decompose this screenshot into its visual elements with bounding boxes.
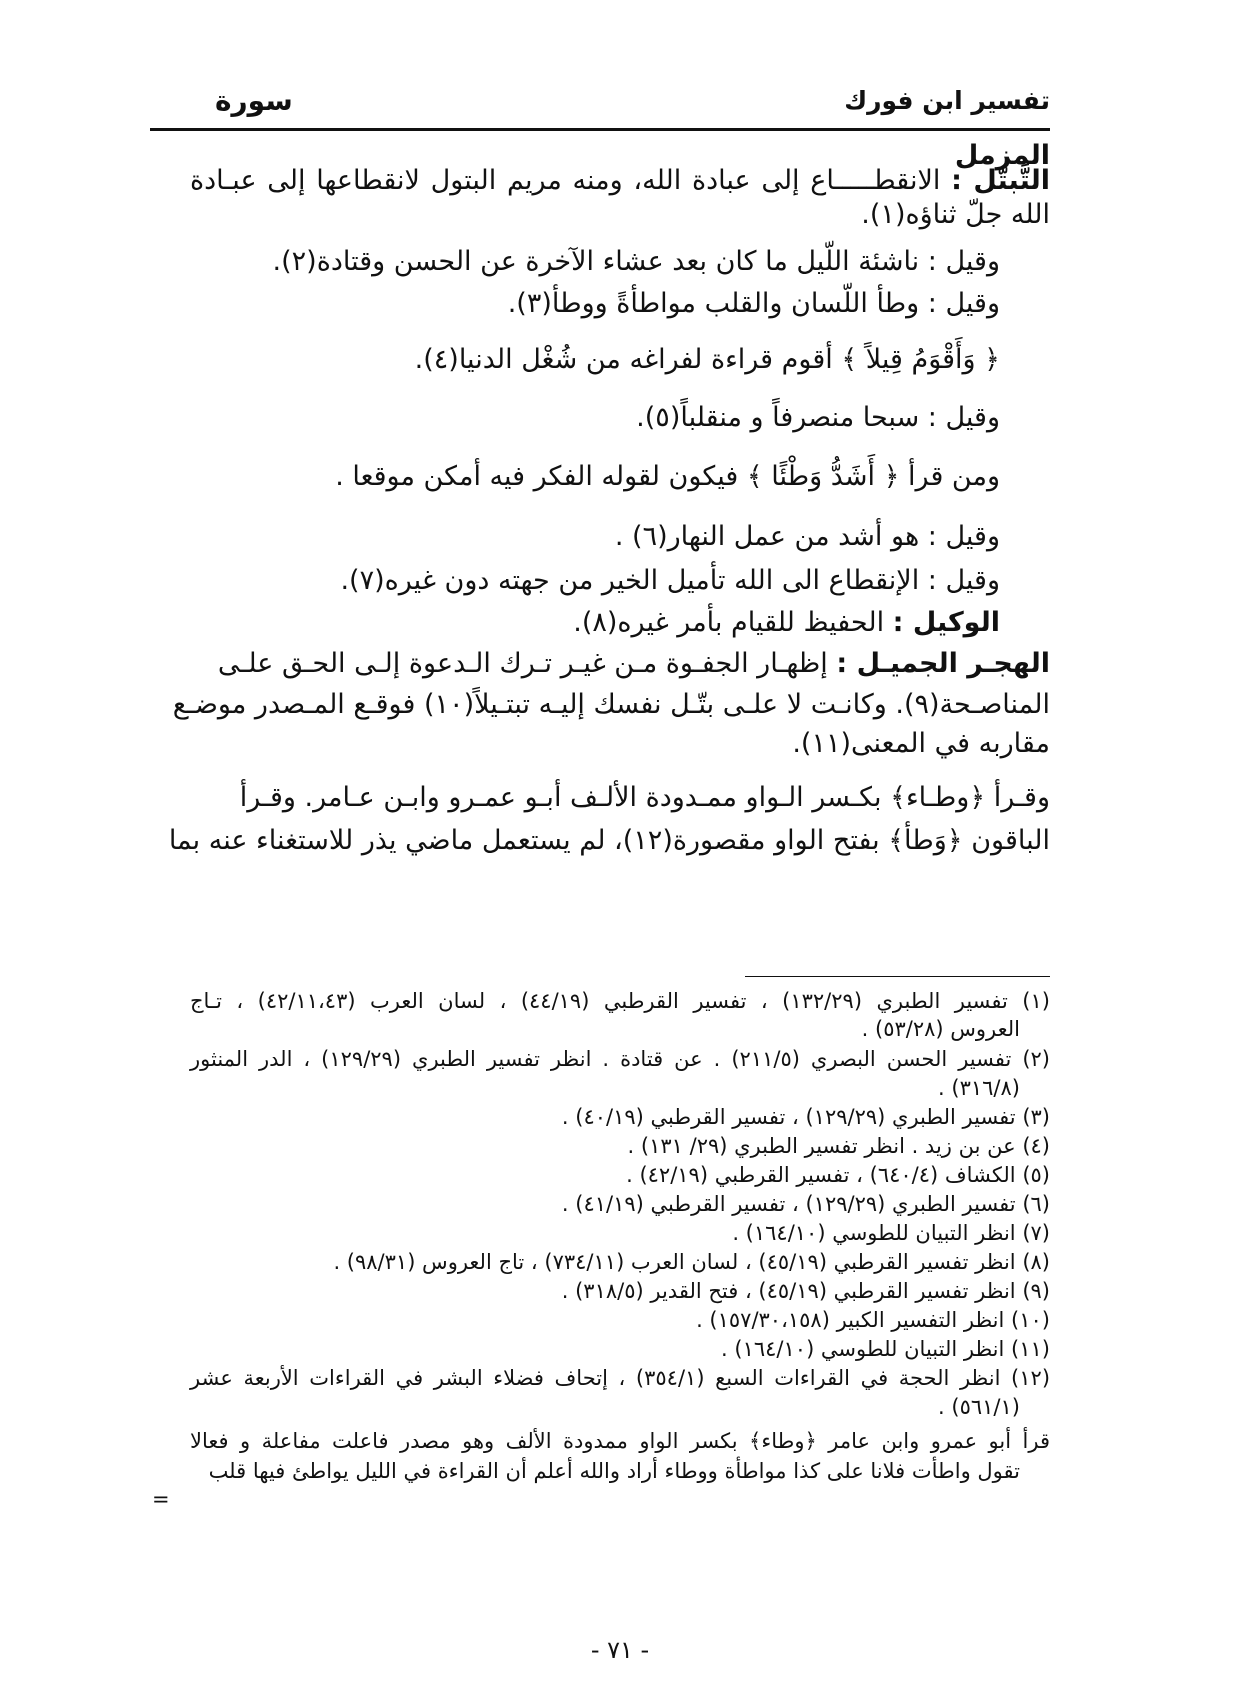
running-header-book-title: تفسير ابن فورك: [844, 86, 1050, 115]
paragraph-line: الله جلّ ثناؤه(١).: [861, 199, 1050, 230]
footnote-line: (٢) تفسير الحسن البصري (٢١١/٥) . عن قتادة . انظر تفسير الطبري (١٢٩/٢٩) ، الدر المنثور: [190, 1047, 1050, 1071]
paragraph-line: الباقون ﴿وَطأ﴾ بفتح الواو مقصورة(١٢)، لم يستعمل ماضي يذر للاستغناء عنه بما: [168, 825, 1050, 856]
footnote-continuation-mark: =: [152, 1487, 170, 1511]
running-header-section-label: سورة: [215, 84, 293, 117]
paragraph-line: وقيل : وطأ اللّسان والقلب مواطأةً ووطأ(٣).: [507, 288, 1000, 319]
footnote-divider: [745, 976, 1050, 977]
footnote-line: (٨) انظر تفسير القرطبي (٤٥/١٩) ، لسان العرب (٧٣٤/١١) ، تاج العروس (٩٨/٣١) .: [333, 1250, 1050, 1274]
glossary-term: الوكيل :: [892, 607, 1000, 638]
footnote-line: (٣) تفسير الطبري (١٢٩/٢٩) ، تفسير القرطبي (٤٠/١٩) .: [561, 1105, 1050, 1129]
paragraph-line: الهجـر الجميـل : إظهـار الجفـوة مـن غيـر تـرك الـدعوة إلـى الحـق علـى: [217, 648, 1050, 679]
glossary-term: الهجـر الجميـل :: [836, 648, 1050, 679]
footnote-line: (٩) انظر تفسير القرطبي (٤٥/١٩) ، فتح القدير (٣١٨/٥) .: [561, 1279, 1050, 1303]
footnote-line: (٤) عن بن زيد . انظر تفسير الطبري (٢٩/ ١٣١) .: [627, 1134, 1050, 1158]
paragraph-line: الوكيل : الحفيظ للقيام بأمر غيره(٨).: [573, 607, 1000, 638]
footnote-line: (٦) تفسير الطبري (١٢٩/٢٩) ، تفسير القرطبي (٤١/١٩) .: [561, 1192, 1050, 1216]
footnote-line: (٥٦١/١) .: [938, 1395, 1020, 1419]
paragraph-line: وقيل : الإنقطاع الى الله تأميل الخير من جهته دون غيره(٧).: [340, 565, 1000, 596]
footnote-line: (١٠) انظر التفسير الكبير (١٥٧/٣٠،١٥٨) .: [696, 1308, 1050, 1332]
footnote-line: قرأ أبو عمرو وابن عامر ﴿وطاء﴾ بكسر الواو ممدودة الألف وهو مصدر فاعلت مفاعلة و فعالا: [190, 1429, 1050, 1453]
page-number: - ٧١ -: [590, 1636, 650, 1664]
footnote-line: تقول واطأت فلانا على كذا مواطأة ووطاء أراد والله أعلم أن القراءة في الليل يواطئ فيها قلب: [208, 1459, 1020, 1483]
paragraph-line: ﴿ وَأَقْوَمُ قِيلاً ﴾ أقوم قراءة لفراغه من شُغْل الدنيا(٤).: [414, 344, 1000, 375]
glossary-term: التَّبتّل :: [951, 165, 1050, 196]
footnote-line: (٥) الكشاف (٦٤٠/٤) ، تفسير القرطبي (٤٢/١٩) .: [626, 1163, 1050, 1187]
paragraph-line: وقيل : هو أشد من عمل النهار(٦) .: [614, 521, 1000, 552]
footnote-line: (١٢) انظر الحجة في القراءات السبع (٣٥٤/١) ، إتحاف فضلاء البشر في القراءات الأربعة عشر: [190, 1366, 1051, 1390]
footnote-line: (١١) انظر التبيان للطوسي (١٦٤/١٠) .: [721, 1337, 1050, 1361]
footnote-line: (٧) انظر التبيان للطوسي (١٦٤/١٠) .: [732, 1221, 1050, 1245]
paragraph-line: المناصـحة(٩). وكانـت لا علـى بتّـل نفسك إليـه تبتـيلاً(١٠) فوقـع المـصدر موضـع: [172, 689, 1050, 720]
surah-heading: المزمل: [954, 140, 1050, 171]
paragraph-line: وقـرأ ﴿وطـاء﴾ بكـسر الـواو ممـدودة الألـف أبـو عمـرو وابـن عـامر. وقـرأ: [239, 782, 1050, 813]
paragraph-line: وقيل : سبحا منصرفاً و منقلباً(٥).: [636, 402, 1000, 433]
paragraph-line: مقاربه في المعنى(١١).: [792, 728, 1050, 759]
footnote-line: (٣١٦/٨) .: [938, 1076, 1020, 1100]
footnote-line: (١) تفسير الطبري (١٣٢/٢٩) ، تفسير القرطبي (٤٤/١٩) ، لسان العرب (٤٢/١١،٤٣) ، تـاج: [190, 989, 1050, 1013]
header-divider: [150, 128, 1050, 131]
footnote-line: العروس (٥٣/٢٨) .: [861, 1017, 1020, 1041]
paragraph-line: وقيل : ناشئة اللّيل ما كان بعد عشاء الآخرة عن الحسن وقتادة(٢).: [272, 246, 1000, 277]
paragraph-line: التَّبتّل : الانقطـــــاع إلى عبادة الله، ومنه مريم البتول لانقطاعها إلى عبـادة: [190, 165, 1050, 196]
paragraph-line: ومن قرأ ﴿ أَشَدُّ وَطْئًا ﴾ فيكون لقوله الفكر فيه أمكن موقعا .: [335, 461, 1000, 492]
